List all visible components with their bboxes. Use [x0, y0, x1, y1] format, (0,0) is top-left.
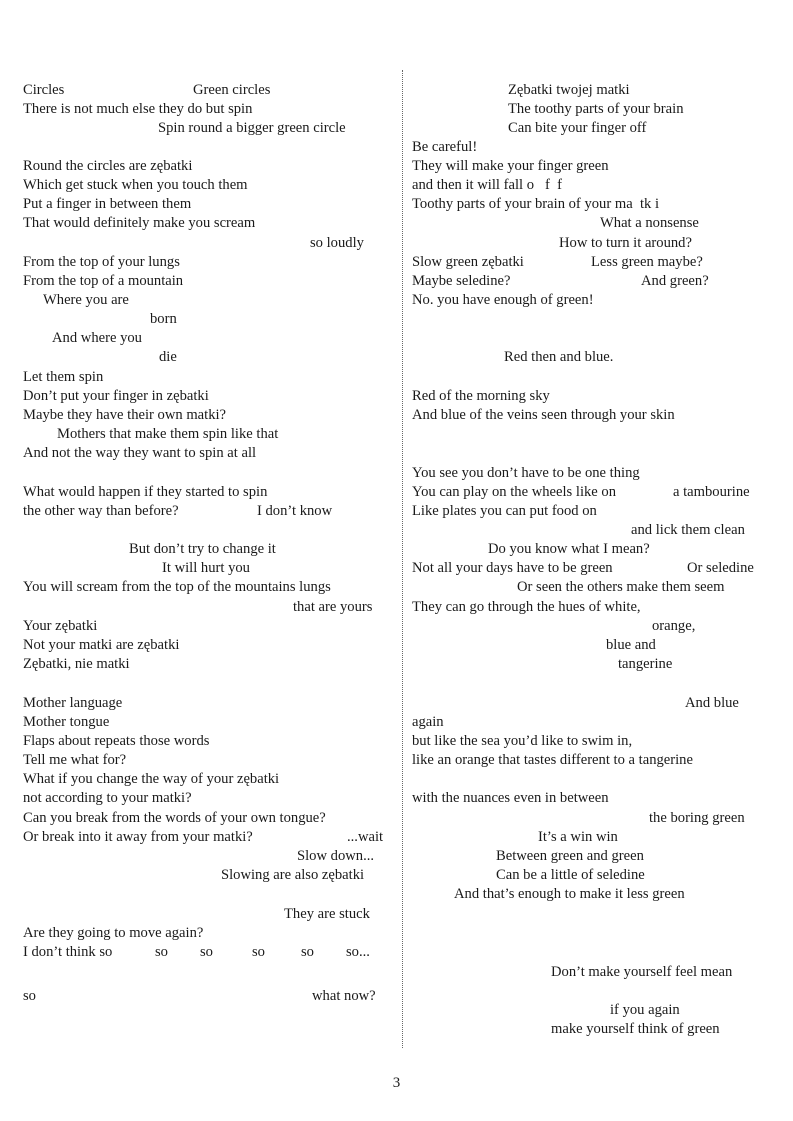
poem-line: and lick them clean: [631, 522, 745, 538]
poem-line: so: [252, 944, 265, 960]
poem-line: There is not much else they do but spin: [23, 101, 253, 117]
poem-line: Zębatki, nie matki: [23, 656, 130, 672]
poem-line: And where you: [52, 330, 142, 346]
poem-line: And that’s enough to make it less green: [454, 886, 685, 902]
poem-line: Where you are: [43, 292, 129, 308]
poem-line: Or seledine: [687, 560, 754, 576]
poem-line: What a nonsense: [600, 215, 699, 231]
poem-line: Less green maybe?: [591, 254, 703, 270]
poem-line: Not all your days have to be green: [412, 560, 613, 576]
poem-line: if you again: [610, 1002, 680, 1018]
poem-line: the other way than before?: [23, 503, 179, 519]
poem-line: Maybe they have their own matki?: [23, 407, 227, 423]
poem-line: Green circles: [193, 82, 271, 98]
poem-line: again: [412, 714, 444, 730]
poem-line: Be careful!: [412, 139, 478, 155]
poem-line: Circles: [23, 82, 65, 98]
poem-line: Between green and green: [496, 848, 644, 864]
poem-line: Put a finger in between them: [23, 196, 192, 212]
column-divider: [402, 70, 403, 1048]
poem-line: Round the circles are zębatki: [23, 158, 193, 174]
poem-line: with the nuances even in between: [412, 790, 609, 806]
poem-line: Don’t make yourself feel mean: [551, 964, 733, 980]
poem-line: Slowing are also zębatki: [221, 867, 365, 883]
poem-line: born: [150, 311, 177, 327]
poem-line: but like the sea you’d like to swim in,: [412, 733, 633, 749]
poem-line: They can go through the hues of white,: [412, 599, 641, 615]
page-number: 3: [392, 1075, 401, 1091]
poem-line: You will scream from the top of the mountains lungs: [23, 579, 331, 595]
poem-line: Not your matki are zębatki: [23, 637, 180, 653]
poem-line: Spin round a bigger green circle: [158, 120, 346, 136]
poem-line: a tambourine: [673, 484, 750, 500]
poem-line: Do you know what I mean?: [488, 541, 650, 557]
poem-line: Maybe seledine?: [412, 273, 511, 289]
poem-line: Red then and blue.: [504, 349, 614, 365]
poem-line: And green?: [641, 273, 709, 289]
poem-line: Slow green zębatki: [412, 254, 524, 270]
poem-line: Mother tongue: [23, 714, 110, 730]
poem-line: make yourself think of green: [551, 1021, 720, 1037]
poem-line: I don’t think so: [23, 944, 113, 960]
poem-line: No. you have enough of green!: [412, 292, 594, 308]
poem-line: Or seen the others make them seem: [517, 579, 725, 595]
poem-line: Your zębatki: [23, 618, 98, 634]
poem-line: Flaps about repeats those words: [23, 733, 210, 749]
poem-line: But don’t try to change it: [129, 541, 276, 557]
poem-line: That would definitely make you scream: [23, 215, 256, 231]
poem-line: It’s a win win: [538, 829, 618, 845]
poem-line: It will hurt you: [162, 560, 250, 576]
poem-line: Tell me what for?: [23, 752, 127, 768]
poem-line: so...: [346, 944, 370, 960]
poem-line: so loudly: [310, 235, 364, 251]
poem-line: ...wait: [347, 829, 384, 845]
poem-line: tangerine: [618, 656, 673, 672]
poem-line: the boring green: [649, 810, 745, 826]
poem-line: Like plates you can put food on: [412, 503, 597, 519]
poem-line: Which get stuck when you touch them: [23, 177, 248, 193]
poem-line: that are yours: [293, 599, 373, 615]
poem-line: Red of the morning sky: [412, 388, 550, 404]
poem-line: How to turn it around?: [559, 235, 692, 251]
poem-line: They will make your finger green: [412, 158, 609, 174]
poem-line: From the top of a mountain: [23, 273, 184, 289]
poem-line: The toothy parts of your brain: [508, 101, 684, 117]
poem-line: so: [155, 944, 168, 960]
poem-line: And blue of the veins seen through your skin: [412, 407, 675, 423]
poem-line: You see you don’t have to be one thing: [412, 465, 640, 481]
poem-line: And not the way they want to spin at all: [23, 445, 257, 461]
poem-line: not according to your matki?: [23, 790, 192, 806]
poem-line: And blue: [685, 695, 739, 711]
poem-line: Mother language: [23, 695, 123, 711]
poem-line: They are stuck: [284, 906, 370, 922]
poem-line: I don’t know: [257, 503, 333, 519]
poem-line: Zębatki twojej matki: [508, 82, 630, 98]
poem-line: like an orange that tastes different to a tangerine: [412, 752, 693, 768]
poem-line: What would happen if they started to spin: [23, 484, 268, 500]
poem-line: so: [200, 944, 213, 960]
poem-line: Can be a little of seledine: [496, 867, 645, 883]
poem-line: You can play on the wheels like on: [412, 484, 617, 500]
poem-line: Don’t put your finger in zębatki: [23, 388, 209, 404]
poem-line: Let them spin: [23, 369, 104, 385]
poem-line: Or break into it away from your matki?: [23, 829, 253, 845]
poem-line: Are they going to move again?: [23, 925, 204, 941]
poem-line: blue and: [606, 637, 656, 653]
poem-line: From the top of your lungs: [23, 254, 180, 270]
poem-line: what now?: [312, 988, 376, 1004]
poem-line: What if you change the way of your zębatki: [23, 771, 280, 787]
poem-line: and then it will fall o f f: [412, 177, 562, 193]
poem-line: so: [23, 988, 36, 1004]
poem-line: die: [159, 349, 177, 365]
poem-line: Slow down...: [297, 848, 375, 864]
poem-line: Toothy parts of your brain of your ma tk i: [412, 196, 660, 212]
poem-line: orange,: [652, 618, 696, 634]
poem-line: Can bite your finger off: [508, 120, 647, 136]
poem-line: so: [301, 944, 314, 960]
poem-line: Mothers that make them spin like that: [57, 426, 279, 442]
poem-line: Can you break from the words of your own tongue?: [23, 810, 326, 826]
